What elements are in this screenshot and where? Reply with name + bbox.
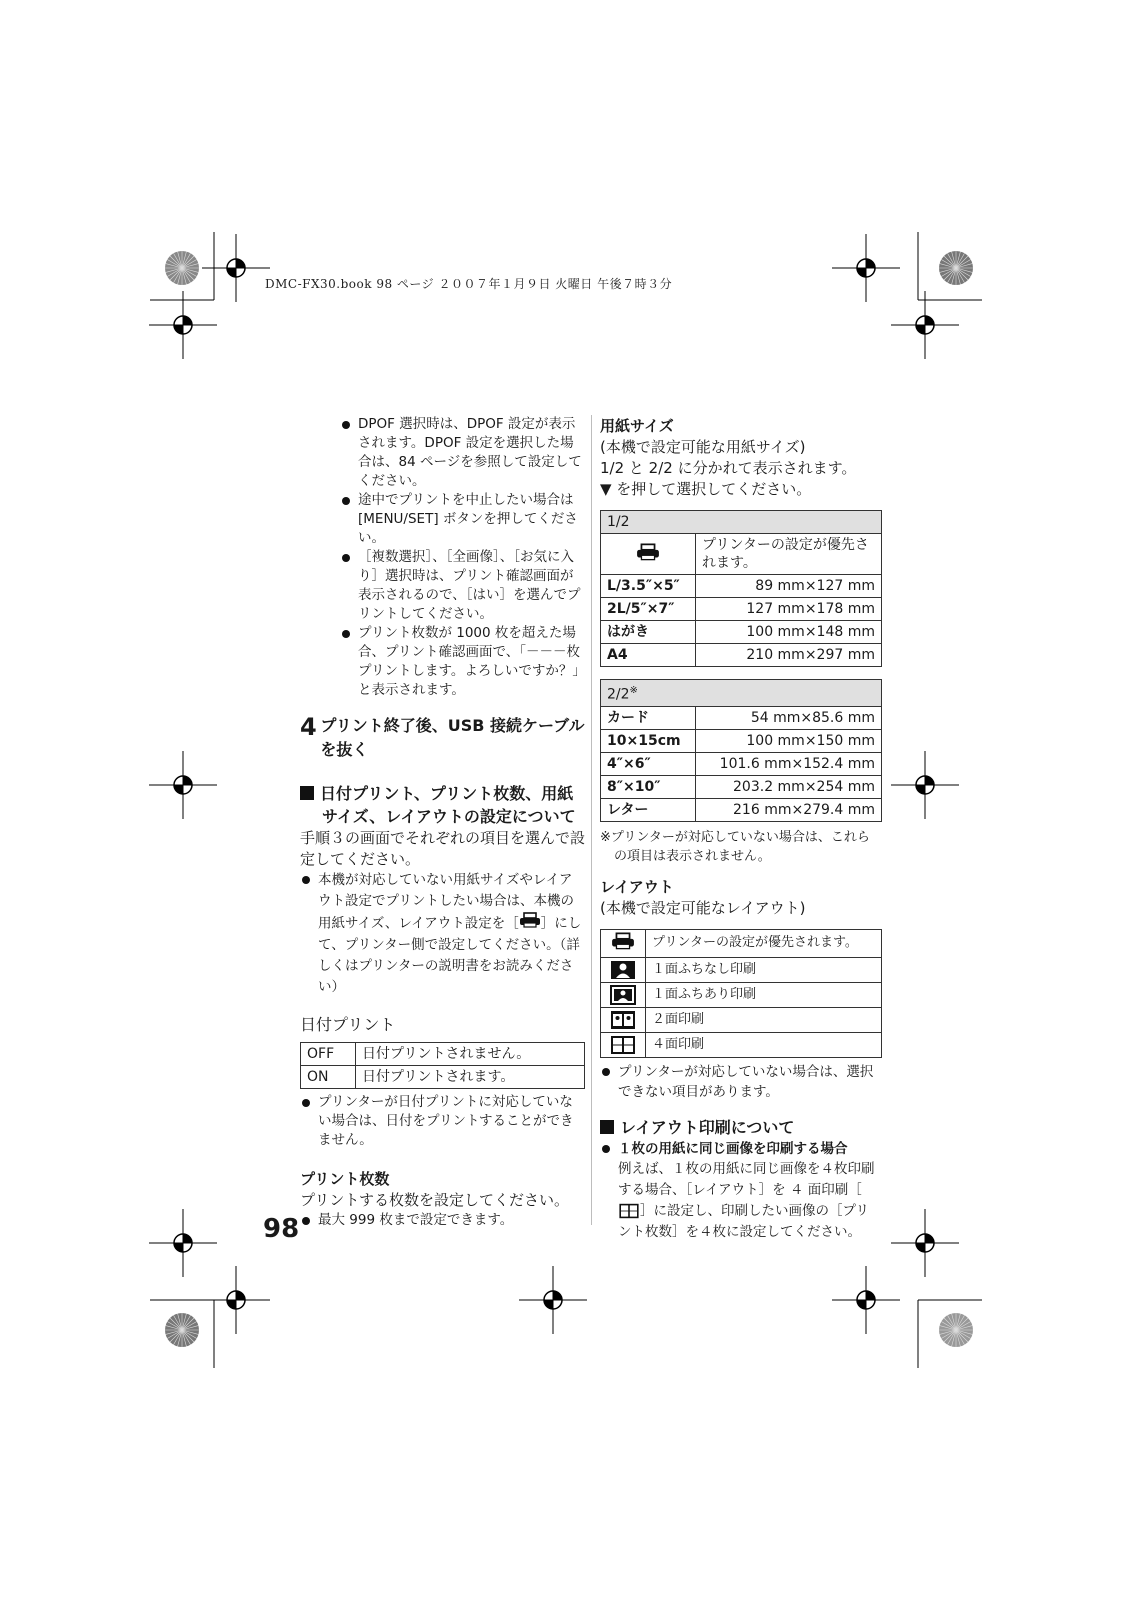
printer-icon xyxy=(611,932,635,955)
section-heading-settings: 日付プリント、プリント枚数、用紙 サイズ、レイアウトの設定について xyxy=(300,782,585,828)
paper-size-title: 用紙サイズ xyxy=(600,417,674,435)
crosshair-mark xyxy=(202,1266,270,1334)
table-row: 8″×10″ 203.2 mm×254 mm xyxy=(601,775,882,798)
print-count-bullet xyxy=(300,1211,585,1230)
section-heading-layout: レイアウト印刷について xyxy=(600,1116,882,1139)
crosshair-mark xyxy=(149,1209,217,1277)
left-column xyxy=(300,415,585,1230)
table-row: 2L/5″×7″ 127 mm×178 mm xyxy=(601,598,882,621)
paper-size-table-1 xyxy=(600,510,882,667)
crosshair-mark xyxy=(891,1209,959,1277)
printer-icon xyxy=(636,543,660,566)
print-count-body: プリントする枚数を設定してください。 xyxy=(300,1191,569,1209)
color-star-mark xyxy=(165,251,199,285)
table-row: ４面印刷 xyxy=(601,1032,882,1057)
list-item: プリンターが日付プリントに対応していない場合は、日付をプリントすることができません。 xyxy=(300,1093,585,1150)
layout-print-body: 例えば、１枚の用紙に同じ画像を４枚印刷する場合、［レイアウト］を ４ 面印刷［］に設定し、印刷したい画像の［プリント枚数］を４枚に設定してください。 xyxy=(618,1160,875,1240)
bordered-icon xyxy=(610,985,636,1005)
crosshair-mark xyxy=(519,1266,587,1334)
color-star-mark xyxy=(939,1313,973,1347)
step-4 xyxy=(300,714,585,762)
table-row: レター 216 mm×279.4 mm xyxy=(601,798,882,821)
layout-body: (本機で設定可能なレイアウト) xyxy=(600,898,806,917)
square-bullet-icon xyxy=(300,786,314,800)
four-up-icon xyxy=(618,1203,640,1219)
paper-size-body: (本機で設定可能な用紙サイズ) xyxy=(600,438,806,456)
table-row: はがき 100 mm×148 mm xyxy=(601,621,882,644)
color-star-mark xyxy=(939,251,973,285)
table-row: カード 54 mm×85.6 mm xyxy=(601,706,882,729)
color-star-mark xyxy=(165,1313,199,1347)
table-row: １面ふちなし印刷 xyxy=(601,957,882,982)
layout-print-bullet xyxy=(600,1139,882,1159)
top-bullet-list xyxy=(340,415,585,700)
page-number: 98 xyxy=(263,1214,300,1244)
four-up-icon xyxy=(610,1035,636,1055)
paper-size-body: ▼ を押して選択してください。 xyxy=(600,480,812,498)
table-row: 10×15cm 100 mm×150 mm xyxy=(601,729,882,752)
borderless-icon xyxy=(610,960,636,980)
crosshair-mark xyxy=(891,751,959,819)
crosshair-mark xyxy=(832,1266,900,1334)
table-row: １面ふちあり印刷 xyxy=(601,982,882,1007)
crosshair-mark xyxy=(832,234,900,302)
list-item: プリント枚数が 1000 枚を超えた場合、プリント確認画面で、「－－－枚プリントします。よろしいですか？」と表示されます。 xyxy=(340,624,585,700)
layout-title: レイアウト xyxy=(600,877,674,896)
table-row: プリンターの設定が優先されます。 xyxy=(601,534,882,575)
table-header-row: 2/2※ xyxy=(601,680,882,707)
list-item: 最大 999 枚まで設定できます。 xyxy=(300,1211,585,1230)
date-print-title: 日付プリント xyxy=(300,1015,396,1034)
list-item: 本機が対応していない用紙サイズやレイアウト設定でプリントしたい場合は、本機の用紙サイズ、レイアウト設定を［ ］にして、プリンター側で設定してください。（詳しくはプリンターの説明書をお読みください） xyxy=(300,870,585,998)
table-row: A4 210 mm×297 mm xyxy=(601,644,882,667)
square-bullet-icon xyxy=(600,1120,614,1134)
file-header: DMC-FX30.book 98 ページ ２００７年１月９日 火曜日 午後７時３分 xyxy=(265,277,673,291)
settings-bullet xyxy=(300,870,585,998)
paper-size-body: 1/2 と 2/2 に分かれて表示されます。 xyxy=(600,459,857,477)
table-row: プリンターの設定が優先されます。 xyxy=(601,929,882,957)
section-body: 手順３の画面でそれぞれの項目を選んで設定してください。 xyxy=(300,829,586,868)
table-row: 4″×6″ 101.6 mm×152.4 mm xyxy=(601,752,882,775)
list-item: プリンターが対応していない場合は、選択できない項目があります。 xyxy=(600,1062,882,1102)
crosshair-mark xyxy=(891,291,959,359)
step-text: プリント終了後、USB 接続ケーブルを抜く xyxy=(320,716,585,759)
paper-size-table-2 xyxy=(600,679,882,822)
date-note xyxy=(300,1093,585,1150)
table-header-row: 1/2 xyxy=(601,511,882,534)
table-footnote: ※プリンターが対応していない場合は、これらの項目は表示されません。 xyxy=(600,829,870,864)
table-row: ２面印刷 xyxy=(601,1007,882,1032)
list-item: 途中でプリントを中止したい場合は [MENU/SET] ボタンを押してください。 xyxy=(340,491,585,548)
right-column xyxy=(600,415,882,1243)
table-row: ON 日付プリントされます。 xyxy=(301,1066,585,1089)
date-print-table xyxy=(300,1042,585,1089)
column-divider xyxy=(591,415,592,1225)
list-item: １枚の用紙に同じ画像を印刷する場合 xyxy=(600,1139,882,1159)
layout-note xyxy=(600,1062,882,1102)
list-item: DPOF 選択時は、DPOF 設定が表示されます。DPOF 設定を選択した場合は、84 ページを参照して設定してください。 xyxy=(340,415,585,491)
table-row: L/3.5″×5″ 89 mm×127 mm xyxy=(601,575,882,598)
list-item: ［複数選択］、［全画像］、［お気に入り］選択時は、プリント確認画面が表示されるので、［はい］を選んでプリントしてください。 xyxy=(340,548,585,624)
print-count-title: プリント枚数 xyxy=(300,1170,390,1188)
printer-icon xyxy=(519,912,541,935)
crosshair-mark xyxy=(202,234,270,302)
two-up-icon xyxy=(610,1010,636,1030)
step-number: 4 xyxy=(300,713,317,741)
table-row: OFF 日付プリントされません。 xyxy=(301,1043,585,1066)
crosshair-mark xyxy=(149,751,217,819)
layout-table xyxy=(600,929,882,1058)
crosshair-mark xyxy=(149,291,217,359)
